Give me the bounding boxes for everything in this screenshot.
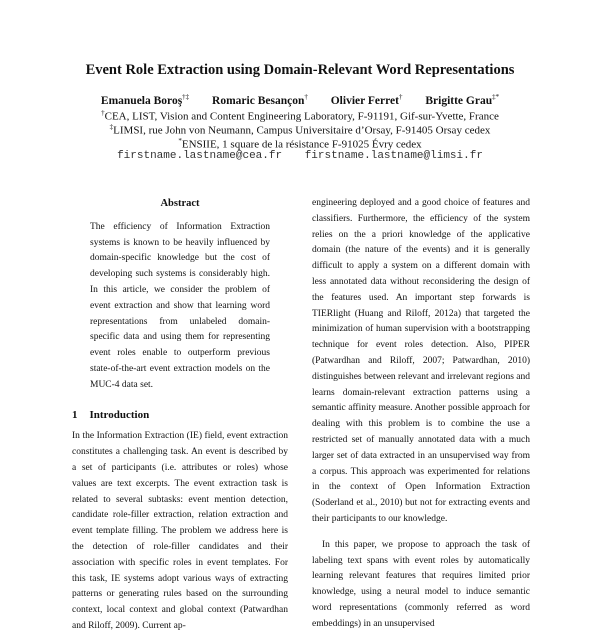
section-title: Introduction <box>89 408 150 421</box>
right-column <box>312 196 530 633</box>
abstract-text: The efficiency of Information Extraction systems is known to be heavily influenced by domain-specific knowledge but the cost of developing such systems is considerably high. In this article, we consider the problem of event extraction and show that learning word representations from unlabeled domain-specific data and using them for representing event roles enable to outperform previous state-of-the-art event extraction models on the MUC-4 data set. <box>90 221 270 390</box>
author-4: Brigitte Grau‡* <box>425 93 500 107</box>
section-heading-introduction <box>72 408 288 424</box>
author-emails <box>0 150 600 162</box>
email-cea: firstname.lastname@cea.fr <box>117 150 283 162</box>
intro-paragraph: In the Information Extraction (IE) field, event extraction constitutes a challenging task. An event is described by a set of participants (i.e. attributes or roles) whose values are text excerpts. The event extraction task is related to several subtasks: event mention detection, candidate role-filler extraction, relation extraction and event template filling. The problem we address here is the detection of role-filler candidates and their association with specific roles in event templates. For this task, IE systems adopt various ways of extracting patterns or generating rules based on the surrounding context, local context and global context (Patwardhan and Riloff, 2009). Current ap- <box>72 431 288 631</box>
paper-title: Event Role Extraction using Domain-Relevant Word Representations <box>85 62 515 78</box>
author-1: Emanuela Boroş†‡ <box>100 93 190 107</box>
right-paragraph-1: engineering deployed and a good choice of features and classifiers. Furthermore, the efficiency of the system relies on the a priori knowledge of the applicative domain (the nature of the events) and it is generally difficult to apply a system on a different domain with less annotated data without reconsidering the design of the features used. An important step forwards is TIERlight (Huang and Riloff, 2012a) that targeted the minimization of human supervision with a bootstrapping technique for event roles detection. Also, PIPER (Patwardhan and Riloff, 2007; Patwardhan, 2010) distinguishes between relevant and irrelevant regions and learns domain-relevant extraction patterns using a semantic affinity measure. Another possible approach for dealing with this problem is to combine the use a restricted set of manually annotated data with a much larger set of data extracted in an unsupervised way from a corpus. This approach was experimented for relations in the context of Open Information Extraction (Soderland et al., 2010) but not for extracting events and their participants to our knowledge. <box>312 198 530 524</box>
author-list <box>0 93 600 107</box>
affiliation-2: ‡LIMSI, rue John von Neumann, Campus Universitaire d’Orsay, F-91405 Orsay cedex <box>109 123 491 137</box>
left-column <box>72 196 288 635</box>
affiliation-1: †CEA, LIST, Vision and Content Engineering Laboratory, F-91191, Gif-sur-Yvette, France <box>101 109 499 123</box>
email-limsi: firstname.lastname@limsi.fr <box>304 150 483 162</box>
author-2: Romaric Besançon† <box>212 93 308 107</box>
abstract-heading: Abstract <box>160 198 200 209</box>
affiliation-3: *ENSIIE, 1 square de la résistance F-91025 Évry cedex <box>178 137 422 151</box>
right-paragraph-2: In this paper, we propose to approach the task of labeling text spans with event roles by automatically learning relevant features that requires limited prior knowledge, using a neural model to induce semantic word representations (commonly referred as word embeddings) in an unsupervised <box>312 539 530 629</box>
author-3: Olivier Ferret† <box>330 93 403 107</box>
section-number: 1 <box>72 408 78 421</box>
